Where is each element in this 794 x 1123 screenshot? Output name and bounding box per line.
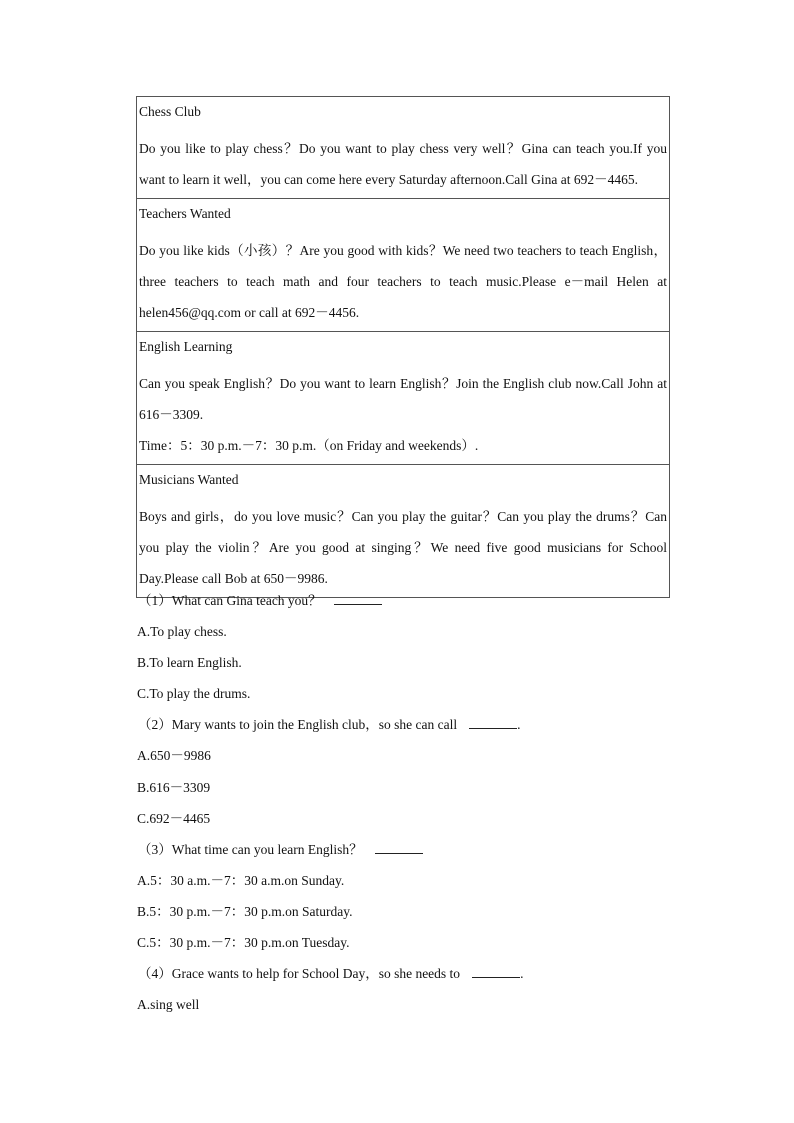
ads-table: [136, 96, 670, 598]
option-2a: A.650－9986: [137, 748, 211, 764]
option-1b: B.To learn English.: [137, 655, 242, 671]
question-suffix: .: [517, 717, 521, 733]
question-stem: （4）Grace wants to help for School Day，so she needs to: [138, 966, 461, 982]
question-stem: （2）Mary wants to join the English club，so she can call: [138, 717, 458, 733]
question-suffix: .: [520, 966, 524, 982]
option-1a: A.To play chess.: [137, 624, 227, 640]
ad-teachers-wanted: [137, 198, 669, 331]
answer-blank[interactable]: [472, 965, 520, 978]
ad-body: Do you like to play chess？Do you want to play chess very well？Gina can teach you.If you want to learn it well，you can come here every Saturday afternoon.Call Gina at 692－4465.: [139, 141, 667, 187]
ad-english-learning: [137, 331, 669, 464]
answer-blank[interactable]: [334, 592, 382, 605]
option-3a: A.5：30 a.m.－7：30 a.m.on Sunday.: [137, 872, 345, 888]
answer-blank[interactable]: [469, 716, 517, 729]
ad-body: Do you like kids（小孩）？Are you good with kids？We need two teachers to teach English，three teachers to teach math and four teachers to teach music.Please e－mail Helen at helen456@qq.com or call at 692－4456.: [139, 243, 667, 320]
option-3b: B.5：30 p.m.－7：30 p.m.on Saturday.: [137, 903, 353, 919]
ad-title: Teachers Wanted: [139, 206, 231, 221]
ad-body: Boys and girls，do you love music？Can you play the guitar？Can you play the drums？Can you play the violin？Are you good at singing？We need five good musicians for School Day.Please call Bob at 650－9986.: [139, 509, 667, 586]
questions-section: [136, 585, 676, 1020]
question-stem: （1）What can Gina teach you？: [138, 593, 322, 608]
option-4a: A.sing well: [137, 997, 200, 1013]
ad-body: Can you speak English？Do you want to learn English？Join the English club now.Call John at 616－3309.: [139, 376, 667, 422]
question-stem: （3）What time can you learn English？: [138, 841, 363, 857]
ad-title: Musicians Wanted: [139, 472, 239, 487]
ad-title: Chess Club: [139, 104, 201, 119]
option-3c: C.5：30 p.m.－7：30 p.m.on Tuesday.: [137, 935, 350, 951]
question-1: [136, 585, 676, 616]
ad-musicians-wanted: [137, 464, 669, 597]
ad-time: Time：5：30 p.m.－7：30 p.m.（on Friday and weekends）.: [139, 438, 479, 453]
question-2: [136, 709, 676, 740]
ad-chess-club: [137, 97, 669, 198]
answer-blank[interactable]: [375, 841, 423, 854]
ad-title: English Learning: [139, 339, 233, 354]
option-1c: C.To play the drums.: [137, 686, 251, 702]
option-2c: C.692－4465: [137, 810, 211, 826]
question-3: [136, 834, 676, 865]
question-4: [136, 958, 676, 989]
option-2b: B.616－3309: [137, 779, 211, 795]
